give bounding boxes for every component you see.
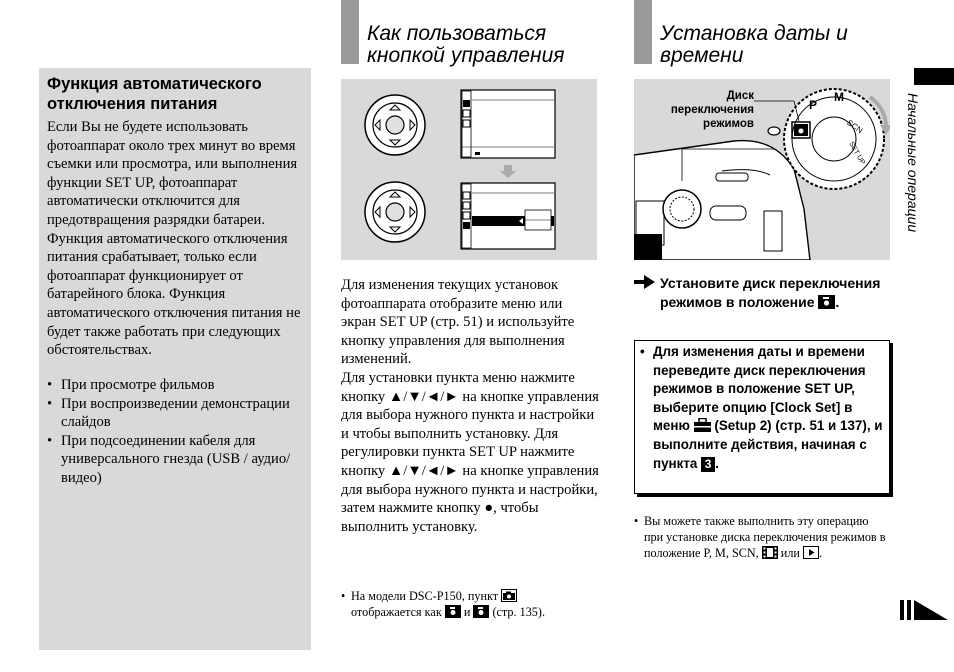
- auto-power-off-body: Если Вы не будете использовать фотоаппарат около трех минут во время съемки или просмотра, или выполнения функции SET UP, фотоаппарат автоматически отключится для предотвращения разрядки батареи. Функция автоматического отключения питания срабатывает, только если фотоаппарат функционирует от батарейного блока. Функция автоматического отключения питания не будет также работать при следующих обстоятельствах.: [47, 119, 301, 359]
- arrow-down-icon: [500, 165, 516, 178]
- setup-toolbox-icon: [694, 418, 711, 432]
- auto-power-off-heading: Функция автоматического отключения питания: [47, 75, 262, 113]
- control-button-para1: Для изменения текущих установок фотоаппарата отобразите меню или экран SET UP (стр. 51) и используйте кнопку управления для выполнения изменений.: [341, 277, 575, 368]
- list-item: • При воспроизведении демонстрации слайдов: [47, 395, 309, 432]
- list-item: • При просмотре фильмов: [47, 376, 309, 395]
- camera-body: [634, 141, 810, 260]
- step-number-badge: 3: [701, 457, 715, 472]
- control-button-para2: Для установки пункта меню нажмите кнопку ▲/▼/◄/► на кнопке управления для выбора нужного пункта и настройки и чтобы выполнить установку. Для регулировки пункта SET UP нажмите кнопку ▲/▼/◄/► на кнопке управления для выбора нужного пункта и настройки, затем нажмите кнопку ●, чтобы выполнить установку.: [341, 369, 599, 535]
- auto-power-off-exceptions: [47, 376, 309, 488]
- clock-set-note-box: • Для изменения даты и времени переведите диск переключения режимов в положение SET UP, выберите опцию [Clock Set] в меню (Setup 2) (стр. 51 и 137), и выполните действия, начиная с пункта 3 .: [634, 340, 890, 494]
- menu-screen-bottom: [461, 183, 555, 249]
- movie-film-icon: [762, 546, 778, 559]
- menu-screen-top: [461, 90, 555, 158]
- model-note: • На модели DSC-P150, пункт отображается как и (стр. 135).: [341, 589, 545, 619]
- mode-position-note: • Вы можете также выполнить эту операцию при установке диска переключения режимов в положение P, M, SCN, или .: [634, 514, 886, 560]
- camera-program-icon: [473, 605, 489, 618]
- auto-power-off-panel: [39, 68, 311, 650]
- list-item: • При подсоединении кабеля для универсального гнезда (USB / аудио/видео): [47, 432, 309, 488]
- dial-label-scn: SCN: [845, 118, 865, 136]
- arrow-right-icon: [634, 274, 656, 290]
- dial-label-setup: SET UP: [847, 140, 866, 167]
- mode-dial-diagram: [634, 79, 890, 260]
- mode-dial-label: Диск переключения режимов: [670, 90, 754, 130]
- section-tab-date-time: [634, 0, 652, 64]
- dial-letter-p: P: [809, 98, 818, 112]
- control-button-illustration: [341, 79, 597, 260]
- control-button-bottom-icon: [365, 182, 425, 242]
- playback-icon: [803, 546, 819, 559]
- camera-auto-icon: [818, 295, 835, 309]
- control-button-top-icon: [365, 95, 425, 155]
- control-button-body: [341, 276, 599, 536]
- control-button-title: Как пользоваться кнопкой управления: [367, 22, 565, 67]
- continue-arrow-icon: [900, 600, 950, 620]
- control-button-diagram: [341, 79, 597, 260]
- dial-letter-m: M: [834, 90, 844, 104]
- date-time-title: Установка даты и времени: [660, 22, 848, 67]
- camera-auto-icon: [501, 589, 517, 602]
- chapter-side-label: Начальные операции: [905, 93, 921, 233]
- chapter-tab-marker: [914, 68, 954, 85]
- section-tab-control-button: [341, 0, 359, 64]
- mode-dial-illustration: [634, 79, 890, 260]
- camera-auto-icon: [445, 605, 461, 618]
